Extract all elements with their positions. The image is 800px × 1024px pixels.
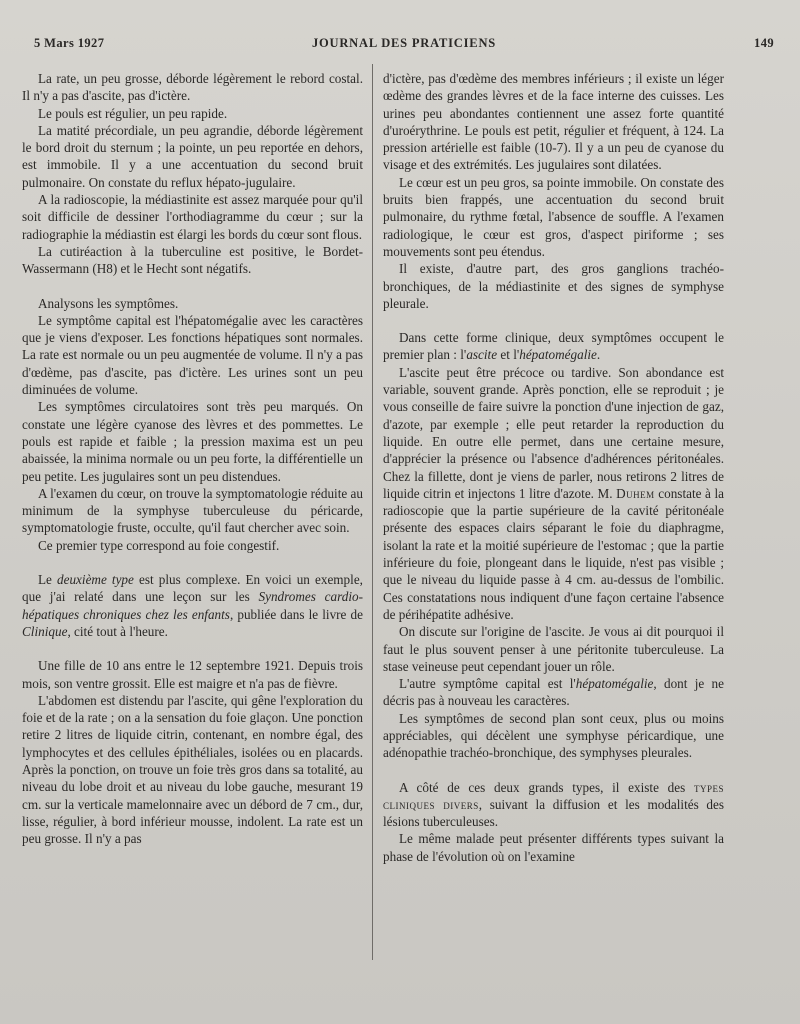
text-run: , suivant la diffusion et les modalités des lésions tuberculeuses. bbox=[383, 796, 725, 830]
small-caps-run: types cliniques divers bbox=[383, 779, 724, 812]
paragraph: Le cœur est un peu gros, sa pointe immobile. On constate des bruits bien frappés, une accentuation du second bruit pulmonaire, du rythme fœtal, l'absence de souffle. A l'examen radiologique, le cœur est gros, d'aspect piriforme ; ses mouvements sont peu étendus. bbox=[383, 174, 724, 259]
italic-run: deuxième type bbox=[57, 572, 134, 588]
text-run: . bbox=[596, 347, 601, 363]
text-run: Le bbox=[38, 572, 58, 588]
paragraph: La cutiréaction à la tuberculine est positive, le Bordet-Wassermann (H8) et le Hecht sont négatifs. bbox=[22, 243, 363, 277]
paragraph: Il existe, d'autre part, des gros ganglions trachéo-bronchiques, de la médiastinite et des signes de symphyse pleurale. bbox=[383, 261, 724, 311]
paragraph bbox=[383, 364, 724, 623]
left-column bbox=[22, 70, 363, 847]
paragraph-second-type bbox=[22, 571, 363, 640]
italic-run: Syndromes cardio-hépatiques chroniques chez les enfants bbox=[22, 589, 363, 622]
paragraph: Les symptômes circulatoires sont très peu marqués. On constate une légère cyanose des lèvres et des pommettes. Le pouls est rapide et faible ; la pression maxima est un peu abaissée, la minima normale ou un peu forte, la différentielle un peu petite. Les jugulaires sont un peu distendues. bbox=[22, 399, 363, 484]
paragraph: Analysons les symptômes. bbox=[38, 295, 179, 311]
header-date: 5 Mars 1927 bbox=[34, 36, 105, 50]
italic-run: hépatomégalie bbox=[519, 347, 597, 363]
text-run: , dont je ne décris pas à nouveau les caractères. bbox=[383, 676, 724, 709]
text-run: constate à la radioscopie que la partie supérieure de la cavité péritonéale présente des espaces clairs séparant le foie du diaphragme, isolant la rate et la moitié supérieure de l'estomac ; que la partie inférieure du foie, plongeant dans le liquide, n'est pas visible ; que le niveau du liquide passe à 4 cm. au-dessus de l'ombilic. Ces constatations nous indiquent d'une façon certaine l'absence de périhépatite adhésive. bbox=[383, 485, 724, 622]
text-run: est plus complexe. En voici un exemple, que j'ai relaté dans une leçon sur les bbox=[22, 572, 363, 605]
paragraph: Une fille de 10 ans entre le 12 septembre 1921. Depuis trois mois, son ventre grossit. Elle est maigre et n'a pas de fièvre. bbox=[22, 658, 363, 691]
header-page-number: 149 bbox=[754, 36, 774, 50]
column-divider bbox=[372, 64, 373, 960]
italic-run: Clinique bbox=[22, 623, 68, 639]
text-run: L'autre symptôme capital est l' bbox=[399, 676, 576, 692]
text-run: L'ascite peut être précoce ou tardive. Son abondance est variable, souvent grande. Après ponction, elle se reproduit ; je vous conseille de faire suivre la ponction d'une injection de gaz, d'azote, par exemple ; elle peut retarder la reproduction du liquide. En outre elle permet, dans une certaine mesure, d'apprécier la présence ou l'absence d'adhérences péritonéales. Chez la fillette, dont je viens de parler, nous retirons 2 litres de liquide citrin et injectons 1 litre d'azote. M. bbox=[383, 364, 724, 501]
italic-run: ascite bbox=[466, 347, 498, 363]
header-journal-title: JOURNAL DES PRATICIENS bbox=[311, 36, 497, 50]
paragraph: Ce premier type correspond au foie congestif. bbox=[38, 537, 280, 553]
italic-run: hépatomégalie bbox=[575, 676, 654, 692]
text-run: Dans cette forme clinique, deux symptômes occupent le premier plan : l' bbox=[383, 330, 724, 363]
paragraph: A la radioscopie, la médiastinite est assez marquée pour qu'il soit difficile de dessiner l'orthodiagramme du cœur ; sur la radiographie la médiastin est élargi les bords du cœur sont flous. bbox=[22, 192, 363, 242]
paragraph: A l'examen du cœur, on trouve la symptomatologie réduite au minimum de la symphyse tuberculeuse du péricarde, symptomatologie fruste, occulte, qu'il faut chercher avec soin. bbox=[22, 485, 363, 536]
paragraph: L'abdomen est distendu par l'ascite, qui gêne l'exploration du foie et de la rate ; on a la sensation du foie glaçon. Une ponction retire 2 litres de liquide citrin, contenant, en nombre égal, des lymphocytes et des cellules épithéliales, isolées ou en placards. Après la ponction, on trouve un foie très gros dans sa totalité, au niveau du lobe droit et au niveau du lobe gauche, mesurant 19 cm. sur la verticale mamelonnaire avec un débord de 7 cm., dur, lisse, régulier, à bord inférieur mousse, indolent. La rate est un peu grosse. Il n'y a pas bbox=[22, 692, 363, 847]
paragraph bbox=[383, 675, 724, 710]
paragraph: On discute sur l'origine de l'ascite. Je vous ai dit pourquoi il faut le plus souvent penser à une péritonite tuberculeuse. La stase veineuse peut cependant jouer un rôle. bbox=[383, 624, 724, 674]
text-run: , publiée dans le livre de bbox=[229, 606, 363, 622]
paragraph: Le symptôme capital est l'hépatomégalie avec les caractères que je viens d'exposer. Les fonctions hépatiques sont normales. La rate est normale ou un peu augmentée de volume. Il n'y a pas d'œdème, pas d'ascite, pas d'ictère. Les urines sont un peu diminuées de volume. bbox=[22, 312, 363, 398]
page-header bbox=[34, 36, 774, 56]
paragraph: La matité précordiale, un peu agrandie, déborde légèrement le bord droit du sternum ; la pointe, un peu reportée en dehors, est immobile. Il y a une accentuation du second bruit pulmonaire. On constate du reflux hépato-jugulaire. bbox=[22, 122, 363, 190]
paragraph bbox=[383, 779, 724, 831]
right-column bbox=[383, 70, 724, 865]
text-run: et l' bbox=[497, 347, 520, 363]
small-caps-run: Duhem bbox=[616, 485, 655, 501]
text-run: , cité tout à l'heure. bbox=[67, 623, 168, 639]
paragraph: d'ictère, pas d'œdème des membres inférieurs ; il existe un léger œdème des grandes lèvres et de la face interne des cuisses. Les urines peu abondantes contiennent une assez forte quantité d'uroérythrine. Le pouls est petit, régulier et fréquent, à 124. La pression artérielle est faible (10-7). Il y a un peu de cyanose du visage et des extrémités. Les jugulaires sont dilatées. bbox=[383, 71, 724, 173]
paragraph: Les symptômes de second plan sont ceux, plus ou moins appréciables, qui décèlent une symphyse péricardique, une adénopathie trachéo-bronchique, des symphyses pleurales. bbox=[383, 710, 724, 761]
paragraph bbox=[383, 329, 724, 364]
paragraph: Le même malade peut présenter différents types suivant la phase de l'évolution où on l'examine bbox=[383, 831, 724, 864]
paragraph: La rate, un peu grosse, déborde légèrement le rebord costal. Il n'y a pas d'ascite, pas d'ictère. bbox=[22, 71, 363, 104]
text-run: A côté de ces deux grands types, il existe des bbox=[399, 779, 694, 795]
paragraph: Le pouls est régulier, un peu rapide. bbox=[38, 105, 228, 121]
